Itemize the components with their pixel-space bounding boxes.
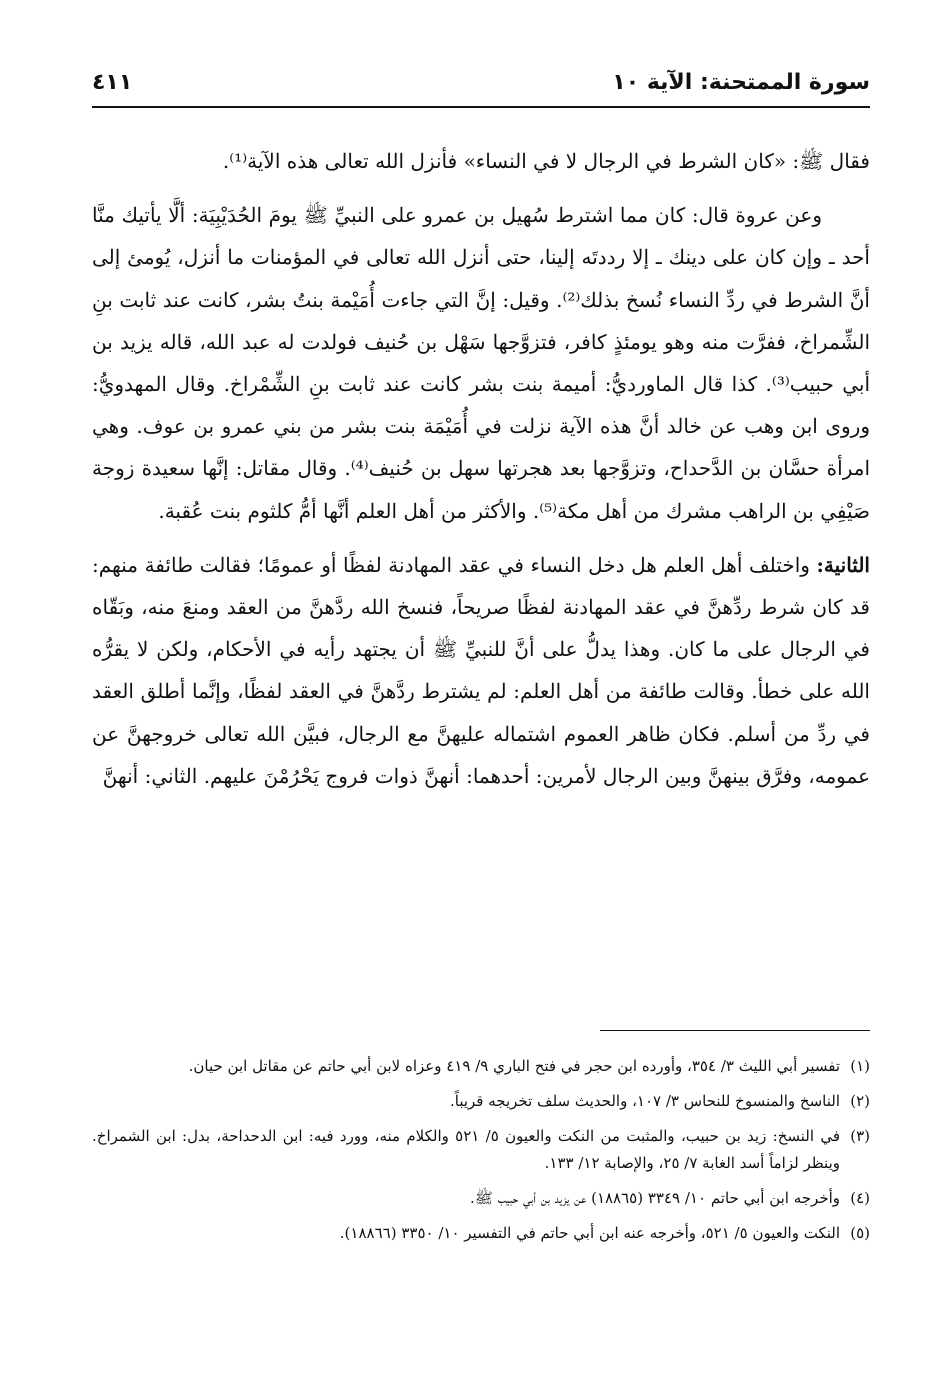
section-label: الثانية: [816,552,870,577]
page-header [92,66,870,108]
footnote-text: في النسخ: زيد بن حبيب، والمثبت من النكت والعيون ٥/ ٥٢١ والكلام منه، وورد فيه: ابن الدحداحة، بدل: ابن الشمراخ. وينظر لزاماً أسد الغابة ٧/ ٢٥، والإصابة ١٢/ ١٣٣. [92,1127,840,1172]
footnote-number: (٥) [850,1224,870,1242]
footnote [92,1220,870,1247]
footnote-rule [600,1030,870,1031]
footnote-number: (٣) [850,1127,870,1145]
footnote-text: الناسخ والمنسوخ للنحاس ٣/ ١٠٧، والحديث سلف تخريجه قريباً. [449,1092,840,1110]
footnote-text: النكت والعيون ٥/ ٥٢١، وأخرجه عنه ابن أبي حاتم في التفسير ١٠/ ٣٣٥٠ (١٨٨٦٦). [339,1224,840,1242]
footnote [92,1185,870,1212]
footnotes [92,1053,870,1255]
main-text [92,140,870,797]
paragraph: وعن عروة قال: كان مما اشترط سُهيل بن عمرو على النبيِّ ﷺ يومَ الحُدَيْبِيَة: ألَّا يأتيك منَّا أحد ـ وإن كان على دينك ـ إلا رددتَه إلينا، حتى أنزل الله تعالى في المؤمنات ما أنزل، يُومئ إلى أنَّ الشرط في ردِّ النساء نُسخ بذلك⁽²⁾. وقيل: إنَّ التي جاءت أُمَيْمة بنتُ بشر، كانت عند ثابت بنِ الشِّمراخ، ففرَّت منه وهو يومئذٍ كافر، فتزوَّجها سَهْل بن حُنيف فولدت له عبد الله، قاله يزيد بن أبي حبيب⁽³⁾. كذا قال الماورديُّ: أميمة بنت بشر كانت عند ثابت بنِ الشِّمْراخ. وقال المهدويُّ: وروى ابن وهب عن خالد أنَّ هذه الآية نزلت في أُمَيْمَة بنت بشر من بني عمرو بن عوف. وهي امرأة حسَّان بن الدَّحداح، وتزوَّجها بعد هجرتها سهل بن حُنيف⁽⁴⁾. وقال مقاتل: إنَّها سعيدة زوجة صَيْفِي بن الراهب مشرك من أهل مكة⁽⁵⁾. والأكثر من أهل العلم أنَّها أمُّ كلثوم بنت عُقبة. [92,203,871,523]
footnote [92,1053,870,1080]
page-number: ٤١١ [92,70,133,95]
paragraph: فقال ﷺ: «كان الشرط في الرجال لا في النساء» فأنزل الله تعالى هذه الآية⁽¹⁾. [222,149,870,173]
footnote [92,1088,870,1115]
footnote [92,1123,870,1177]
section-text: واختلف أهل العلم هل دخل النساء في عقد المهادنة لفظًا أو عمومًا؛ فقالت طائفة منهم: قد كان شرط ردِّهنَّ في عقد المهادنة لفظًا صريحاً، فنسخ الله ردَّهنَّ من العقد ومنعَ منه، وبَقّاه في الرجال على ما كان. وهذا يدلُّ على أنَّ للنبيِّ ﷺ أن يجتهد رأيه في الأحكام، ولكن لا يقرُّه الله على خطأ. وقالت طائفة من أهل العلم: لم يشترط ردَّهنَّ في العقد لفظًا، وإنَّما أطلق العقد في ردِّ من أسلم. فكان ظاهر العموم اشتماله عليهنَّ مع الرجال، فبيَّن الله تعالى خروجهنَّ عن عمومه، وفرَّق بينهنَّ وبين الرجال لأمرين: أحدهما: أنهنَّ ذوات فروج يَحْرُمْنَ عليهم. الثاني: أنهنَّ [92,552,870,788]
footnote-text: وأخرجه ابن أبي حاتم ١٠/ ٣٣٤٩ (١٨٨٦٥) عن يزيد بن أبي حبيب ﷺ. [469,1189,840,1207]
footnote-number: (٤) [850,1189,870,1207]
running-title: سورة الممتحنة: الآية ١٠ [612,70,870,95]
section-paragraph [92,544,870,797]
footnote-text: تفسير أبي الليث ٣/ ٣٥٤، وأورده ابن حجر في فتح الباري ٩/ ٤١٩ وعزاه لابن أبي حاتم عن مقاتل ابن حيان. [188,1057,840,1075]
header-rule [92,106,870,108]
footnote-number: (٢) [850,1092,870,1110]
footnote-number: (١) [850,1057,870,1075]
